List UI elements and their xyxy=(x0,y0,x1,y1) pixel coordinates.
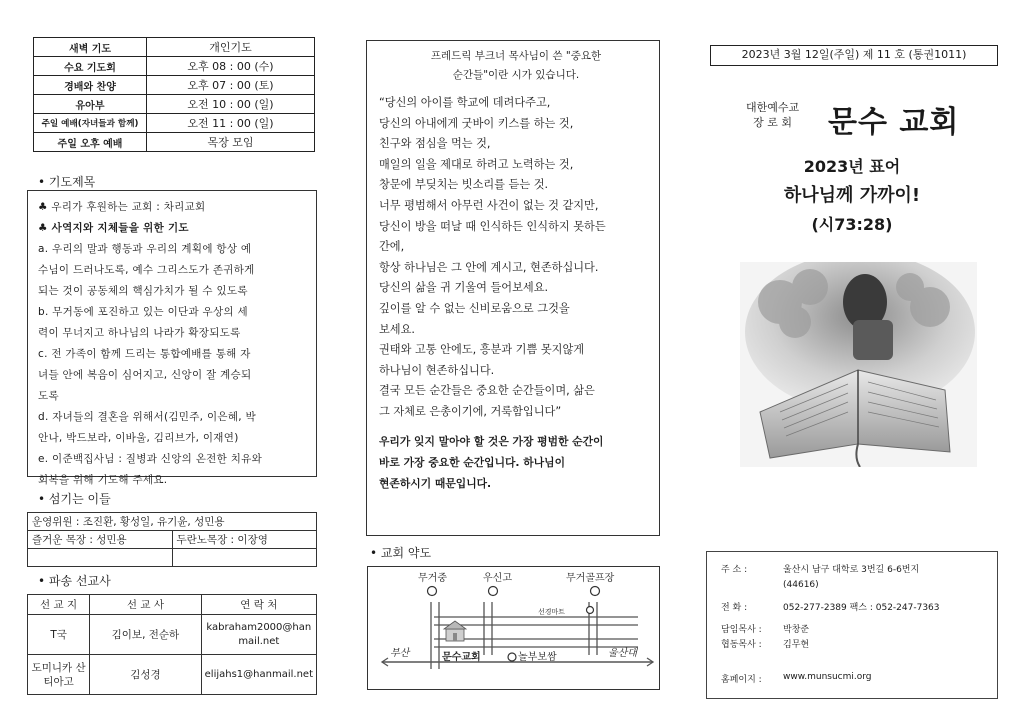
map-label: 선경마트 xyxy=(538,608,566,616)
prayer-line: 력이 무너지고 하나님의 나라가 확장되도록 xyxy=(38,327,241,339)
poem-line: 너무 평범해서 아무런 사건이 없는 것 같지만, xyxy=(379,198,599,212)
prayer-line: 도록 xyxy=(38,390,59,402)
landmark-marker xyxy=(591,587,600,596)
schedule-time: 개인기도 xyxy=(147,38,315,57)
mission-header: 연 락 처 xyxy=(201,595,316,615)
poem-box xyxy=(366,40,660,536)
motto-reference: (시73:28) xyxy=(811,215,893,234)
map-label: 문수교회 xyxy=(442,652,481,663)
map-label: 울산대 xyxy=(608,648,637,659)
poem-line: “당신의 아이를 학교에 데려다주고, xyxy=(379,96,551,109)
associate-pastor: 김무현 xyxy=(783,640,810,650)
phone-fax: 052-277-2389 팩스 : 052-247-7363 xyxy=(783,603,940,613)
map-label: 우신고 xyxy=(483,573,512,584)
missionary-name: 김이보, 전순하 xyxy=(90,615,201,655)
committee-members: 운영위원 : 조진환, 황성일, 유기윤, 성민용 xyxy=(28,513,317,531)
prayer-line: 안나, 박드보라, 이바울, 김리브가, 이재연) xyxy=(38,432,239,444)
prayer-heading: ♣ 사역지와 지체들을 위한 기도 xyxy=(38,222,189,234)
map-label: 놀부보쌈 xyxy=(518,652,557,663)
map-label: 무거중 xyxy=(418,573,447,584)
motto-title: 2023년 표어 xyxy=(803,157,901,176)
emphasis-line: 바로 가장 중요한 순간입니다. 하나님이 xyxy=(379,455,566,469)
poem-line: 결국 모든 순간들은 중요한 순간들이며, 삶은 xyxy=(379,384,595,398)
mission-header: 선 교 지 xyxy=(28,595,90,615)
denomination-line: 장 로 회 xyxy=(753,116,792,129)
mission-place: 도미니카 산티아고 xyxy=(28,655,90,695)
empty-cell xyxy=(172,549,317,567)
motto-block xyxy=(706,152,998,239)
prayer-line: 되는 것이 공동체의 핵심가치가 될 수 있도록 xyxy=(38,285,248,297)
map-label: 부산 xyxy=(390,648,410,659)
supported-church: ♣ 우리가 후원하는 교회 : 차리교회 xyxy=(38,201,206,213)
church-contact-info xyxy=(706,551,998,699)
associate-label: 협동목사 : xyxy=(721,640,762,650)
poem-intro-line: 프레드릭 부크너 목사님이 쓴 "중요한 xyxy=(430,50,602,62)
poem-line: 당신의 아내에게 굿바이 키스를 하는 것, xyxy=(379,116,574,130)
missionary-email[interactable]: elijahs1@hanmail.net xyxy=(201,655,316,695)
cover-photo xyxy=(740,262,977,467)
poem-emphasis xyxy=(379,431,653,494)
church-map xyxy=(367,566,660,690)
prayer-line: c. 전 가족이 함께 드리는 통합예배를 통해 자 xyxy=(38,348,251,360)
landmark-marker xyxy=(508,653,516,661)
map-label: 무거골프장 xyxy=(566,573,615,584)
prayer-line: a. 우리의 말과 행동과 우리의 계획에 항상 예 xyxy=(38,243,252,255)
map-drawing xyxy=(368,567,659,689)
schedule-label: 주일 예배(자녀들과 함께) xyxy=(34,114,147,133)
prayer-line: 회복을 위해 기도해 주세요. xyxy=(38,474,168,486)
poem-line: 깊이를 알 수 없는 신비로움으로 그것을 xyxy=(379,301,570,315)
map-section-title: • 교회 약도 xyxy=(370,546,432,560)
prayer-box xyxy=(27,190,317,486)
schedule-label: 수요 기도회 xyxy=(34,57,147,76)
schedule-time: 오전 11 : 00 (일) xyxy=(147,114,315,133)
joyful-group-leader: 즐거운 목장 : 성민용 xyxy=(28,531,173,549)
schedule-time: 오전 10 : 00 (일) xyxy=(147,95,315,114)
emphasis-line: 우리가 잊지 말아야 할 것은 가장 평범한 순간이 xyxy=(379,434,604,448)
poem-line: 권태와 고통 안에도, 흥분과 기쁨 못지않게 xyxy=(379,343,585,357)
bible-photo-illustration xyxy=(740,262,977,467)
missionary-email[interactable]: kabraham2000@hanmail.net xyxy=(201,615,316,655)
church-building-icon xyxy=(444,621,466,641)
poem-line: 친구와 점심을 먹는 것, xyxy=(379,137,491,151)
missionary-name: 김성경 xyxy=(90,655,201,695)
durano-group-leader: 두란노목장 : 이장영 xyxy=(172,531,317,549)
denomination-line: 대한예수교 xyxy=(746,101,800,114)
mission-header: 선 교 사 xyxy=(90,595,201,615)
issue-info: 2023년 3월 12일(주일) 제 11 호 (통권1011) xyxy=(710,45,998,66)
poem-line: 그 자체로 은총이기에, 거룩함입니다” xyxy=(379,404,562,418)
schedule-label: 새벽 기도 xyxy=(34,38,147,57)
poem-line: 창문에 부딪치는 빗소리를 듣는 것. xyxy=(379,178,549,192)
address-label: 주 소 : xyxy=(721,565,748,575)
poem-line: 당신의 삶을 귀 기울여 들어보세요. xyxy=(379,281,549,295)
emphasis-line: 현존하시기 때문입니다. xyxy=(379,476,492,490)
homepage-label: 홈페이지 : xyxy=(721,675,762,685)
poem-line: 당신이 방을 떠날 때 인식하든 인식하지 못하든 xyxy=(379,219,606,233)
service-schedule-table xyxy=(33,37,315,152)
prayer-line: e. 이준백집사님 : 질병과 신앙의 온전한 치유와 xyxy=(38,453,263,465)
poem-intro xyxy=(379,47,653,85)
schedule-time: 오후 07 : 00 (토) xyxy=(147,76,315,95)
phone-label: 전 화 : xyxy=(721,603,748,613)
pastor-label: 담임목사 : xyxy=(721,625,762,635)
poem-intro-line: 순간들"이란 시가 있습니다. xyxy=(452,69,580,81)
prayer-line: 수님이 드러나도록, 예수 그리스도가 존귀하게 xyxy=(38,264,255,276)
poem-line: 간에, xyxy=(379,240,405,254)
empty-cell xyxy=(28,549,173,567)
missionaries-section-title: • 파송 선교사 xyxy=(38,574,111,588)
poem-line: 하나님이 현존하십니다. xyxy=(379,363,495,377)
address: 울산시 남구 대학로 3번길 6-6번지 xyxy=(783,565,920,575)
servants-table xyxy=(27,512,317,567)
schedule-time: 목장 모임 xyxy=(147,133,315,152)
poem-line: 항상 하나님은 그 안에 계시고, 현존하십니다. xyxy=(379,260,599,274)
poem-line: 보세요. xyxy=(379,322,415,336)
missionaries-table xyxy=(27,594,317,695)
prayer-line: d. 자녀들의 결혼을 위해서(김민주, 이은혜, 박 xyxy=(38,411,256,423)
prayer-section-title: • 기도제목 xyxy=(38,175,96,189)
senior-pastor: 박창준 xyxy=(783,625,810,635)
motto-text: 하나님께 가까이! xyxy=(783,185,921,206)
prayer-line: b. 무거동에 포진하고 있는 이단과 우상의 세 xyxy=(38,306,248,318)
servants-section-title: • 섬기는 이들 xyxy=(38,492,111,506)
schedule-label: 경배와 찬양 xyxy=(34,76,147,95)
zip-code: (44616) xyxy=(783,580,819,590)
schedule-label: 유아부 xyxy=(34,95,147,114)
homepage-link[interactable]: www.munsucmi.org xyxy=(783,672,872,682)
schedule-label: 주일 오후 예배 xyxy=(34,133,147,152)
denomination xyxy=(746,100,799,130)
landmark-marker xyxy=(489,587,498,596)
schedule-time: 오후 08 : 00 (수) xyxy=(147,57,315,76)
poem-line: 매일의 일을 제대로 하려고 노력하는 것, xyxy=(379,157,574,171)
landmark-marker xyxy=(428,587,437,596)
mission-place: T국 xyxy=(28,615,90,655)
prayer-line: 녀들 안에 복음이 심어지고, 신앙이 잘 계승되 xyxy=(38,369,252,381)
church-name: 문수 교회 xyxy=(828,105,960,140)
landmark-marker xyxy=(587,607,594,614)
